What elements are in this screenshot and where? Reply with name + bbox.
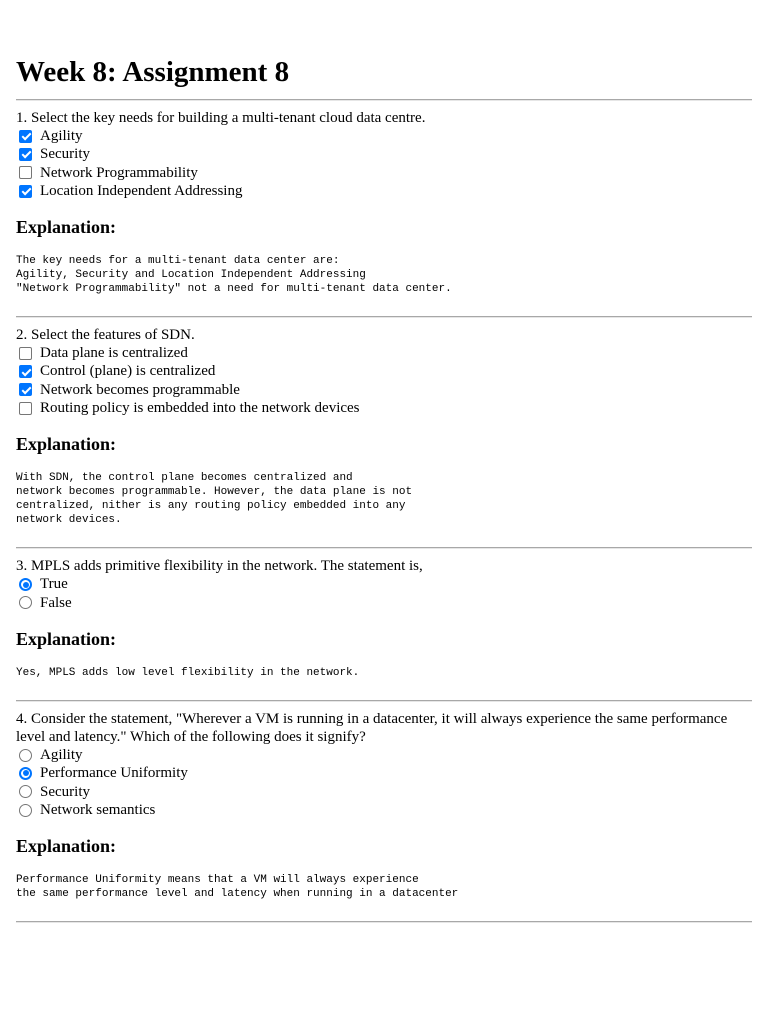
radio-button-unchecked[interactable] (19, 596, 32, 609)
option-row[interactable] (16, 362, 752, 380)
option-label: Performance Uniformity (40, 765, 188, 782)
question-4 (16, 702, 752, 923)
option-row[interactable] (16, 381, 752, 399)
explanation-heading: Explanation: (16, 836, 117, 857)
radio-button-unchecked[interactable] (19, 749, 32, 762)
question-list (16, 101, 752, 923)
option-label: Agility (40, 128, 83, 144)
radio-button-unchecked[interactable] (19, 804, 32, 817)
question-text: 2. Select the features of SDN. (16, 327, 195, 344)
option-row[interactable] (16, 801, 752, 819)
option-list (16, 746, 752, 819)
checkbox-unchecked[interactable] (19, 166, 32, 179)
option-row[interactable] (16, 746, 752, 764)
option-label: Network Programmability (40, 164, 198, 181)
option-row[interactable] (16, 399, 752, 417)
option-label: Location Independent Addressing (40, 182, 243, 199)
explanation-text: With SDN, the control plane becomes centralized and network becomes programmable. However, the data plane is not centralized, nither is any routing policy embedded into any network devices. (16, 472, 413, 527)
option-label: Network semantics (40, 801, 156, 818)
option-label: Routing policy is embedded into the network devices (40, 400, 360, 417)
option-label: True (40, 576, 68, 593)
checkbox-checked[interactable] (19, 383, 32, 396)
checkbox-checked[interactable] (19, 130, 32, 143)
question-text: 3. MPLS adds primitive flexibility in the network. The statement is, (16, 558, 423, 575)
option-row[interactable] (16, 145, 752, 163)
option-row[interactable] (16, 575, 752, 593)
option-row[interactable] (16, 127, 752, 145)
radio-button-checked[interactable] (19, 578, 32, 591)
option-list (16, 344, 752, 417)
option-label: Security (40, 146, 90, 163)
option-list (16, 575, 752, 612)
option-label: Agility (40, 746, 83, 763)
option-list (16, 127, 752, 200)
option-label: Network becomes programmable (40, 381, 240, 398)
option-row[interactable] (16, 783, 752, 801)
option-label: Control (plane) is centralized (40, 363, 216, 380)
explanation-text: Yes, MPLS adds low level flexibility in the network. (16, 666, 360, 679)
radio-button-unchecked[interactable] (19, 785, 32, 798)
option-row[interactable] (16, 164, 752, 182)
option-row[interactable] (16, 344, 752, 362)
explanation-heading: Explanation: (16, 628, 117, 649)
question-text: 1. Select the key needs for building a multi-tenant cloud data centre. (16, 110, 426, 126)
checkbox-checked[interactable] (19, 148, 32, 161)
option-row[interactable] (16, 182, 752, 200)
question-1 (16, 101, 752, 318)
question-3 (16, 549, 752, 702)
explanation-heading: Explanation: (16, 434, 117, 455)
option-label: False (40, 594, 72, 611)
option-label: Security (40, 783, 90, 800)
option-label: Data plane is centralized (40, 345, 188, 362)
explanation-text: The key needs for a multi-tenant data center are: Agility, Security and Location Independent Addressing "Network Programmability" not a need for multi-tenant data center. (16, 255, 452, 296)
radio-button-checked[interactable] (19, 767, 32, 780)
question-2 (16, 318, 752, 549)
option-row[interactable] (16, 764, 752, 782)
checkbox-unchecked[interactable] (19, 402, 32, 415)
page-title: Week 8: Assignment 8 (16, 56, 290, 88)
checkbox-checked[interactable] (19, 365, 32, 378)
question-text: 4. Consider the statement, "Wherever a VM is running in a datacenter, it will always experience the same performance level and latency." Which of the following does it signify? (16, 710, 728, 745)
checkbox-checked[interactable] (19, 185, 32, 198)
checkbox-unchecked[interactable] (19, 347, 32, 360)
explanation-text: Performance Uniformity means that a VM will always experience the same performance level and latency when running in a datacenter (16, 874, 459, 901)
option-row[interactable] (16, 594, 752, 612)
divider (16, 921, 752, 923)
explanation-heading: Explanation: (16, 217, 117, 238)
